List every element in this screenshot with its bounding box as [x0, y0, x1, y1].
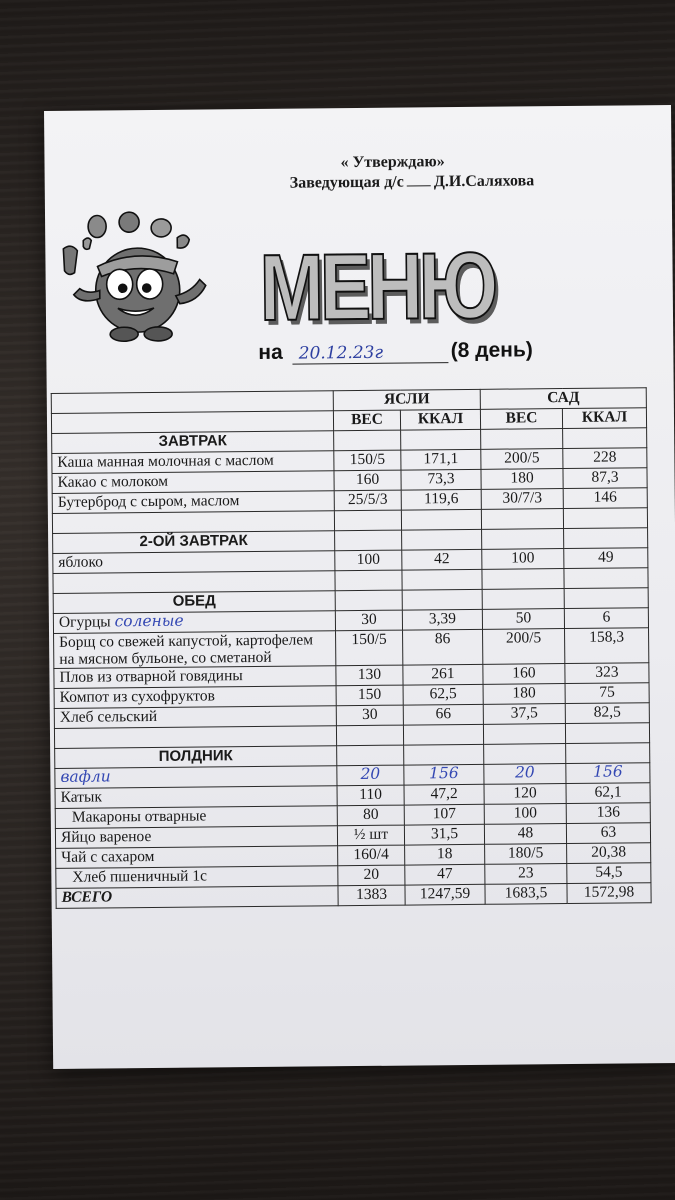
- dish-name: [52, 471, 334, 494]
- nursery-kcal: 31,5: [404, 824, 484, 845]
- kindergarten-weight: 23: [485, 864, 567, 885]
- kindergarten-weight: 100: [484, 804, 566, 825]
- kindergarten-kcal: 158,3: [565, 628, 649, 664]
- kindergarten-weight: 30/7/3: [481, 489, 563, 510]
- blank-cell: [403, 724, 483, 745]
- kindergarten-kcal: 136: [566, 803, 650, 824]
- kindergarten-kcal: 146: [563, 488, 647, 509]
- blank-cell: [335, 590, 402, 611]
- total-kindergarten-weight: 1683,5: [485, 884, 567, 905]
- header-blank-cell: [51, 391, 333, 414]
- section-title: ЗАВТРАК: [52, 431, 334, 454]
- nursery-kcal: 42: [402, 549, 482, 570]
- kindergarten-weight: 50: [482, 609, 564, 630]
- dish-name: [55, 766, 337, 789]
- dish-name: [52, 451, 334, 474]
- blank-cell: [53, 571, 335, 594]
- signature-blank: [407, 185, 431, 186]
- kindergarten-weight: 180/5: [485, 844, 567, 865]
- menu-table-body: [51, 388, 651, 909]
- manager-title: Заведующая д/с: [289, 173, 404, 192]
- blank-cell: [401, 509, 481, 530]
- menu-title: МЕНЮ: [259, 232, 495, 340]
- dish-name: [53, 551, 335, 574]
- nursery-kcal: 171,1: [401, 449, 481, 470]
- dish-name: [55, 806, 337, 829]
- blank-cell: [563, 428, 647, 449]
- nursery-kcal: 261: [403, 664, 483, 685]
- kindergarten-kcal: 82,5: [565, 703, 649, 724]
- nursery-weight: 160/4: [338, 845, 405, 866]
- date-prefix: на: [258, 340, 283, 364]
- blank-cell: [52, 511, 334, 534]
- kindergarten-weight: 120: [484, 784, 566, 805]
- blank-cell: [401, 429, 481, 450]
- nursery-weight: 20: [338, 865, 405, 886]
- nursery-weight: 160: [334, 470, 401, 491]
- dish-name-text: Каша манная молочная с маслом: [57, 451, 274, 471]
- approval-heading: « Утверждаю»: [340, 153, 445, 172]
- nursery-weight: 25/5/3: [334, 490, 401, 511]
- dish-name-text: Хлеб сельский: [59, 707, 158, 726]
- kindergarten-kcal: 87,3: [563, 468, 647, 489]
- kindergarten-kcal: 228: [563, 448, 647, 469]
- nursery-weight: 150: [336, 685, 403, 706]
- nursery-kcal: 119,6: [401, 489, 481, 510]
- blank-cell: [481, 429, 563, 450]
- nursery-kcal: 86: [403, 629, 483, 665]
- section-title: ПОЛДНИК: [55, 746, 337, 769]
- dish-name-text: Чай с сахаром: [61, 847, 155, 866]
- col-weight-nursery: ВЕС: [333, 410, 400, 431]
- kindergarten-weight: 200/5: [481, 449, 563, 470]
- dish-name: [55, 826, 337, 849]
- total-kindergarten-kcal: 1572,98: [567, 883, 651, 904]
- col-kcal-kindergarten: ККАЛ: [562, 408, 646, 429]
- total-nursery-weight: 1383: [338, 885, 405, 906]
- blank-cell: [402, 589, 482, 610]
- menu-sheet: [44, 105, 675, 1069]
- kindergarten-kcal: 323: [565, 663, 649, 684]
- nursery-weight: 150/5: [336, 630, 403, 666]
- blank-cell: [481, 509, 563, 530]
- nursery-kcal: 47,2: [404, 784, 484, 805]
- nursery-weight: 150/5: [334, 450, 401, 471]
- dish-name: [55, 786, 337, 809]
- dish-name: [56, 866, 338, 889]
- handwritten-dish-name: вафли: [60, 767, 111, 786]
- blank-cell: [404, 744, 484, 765]
- blank-cell: [402, 529, 482, 550]
- nursery-kcal: 18: [405, 844, 485, 865]
- nursery-kcal: 66: [403, 704, 483, 725]
- kindergarten-weight: 160: [483, 664, 565, 685]
- dish-name-text: Борщ со свежей капустой, картофелем на мясном бульоне, со сметаной: [59, 631, 314, 668]
- kindergarten-kcal: 63: [566, 823, 650, 844]
- dish-name-text: Хлеб пшеничный 1с: [72, 867, 208, 886]
- nursery-kcal: 62,5: [403, 684, 483, 705]
- dish-name: [54, 666, 336, 689]
- col-weight-kindergarten: ВЕС: [480, 409, 562, 430]
- blank-cell: [334, 510, 401, 531]
- menu-date-line: [258, 338, 533, 365]
- dish-name: [53, 611, 335, 634]
- blank-cell: [335, 530, 402, 551]
- blank-cell: [334, 430, 401, 451]
- kindergarten-kcal: 62,1: [566, 783, 650, 804]
- day-number: (8 день): [450, 338, 533, 363]
- manager-signature-line: [290, 172, 535, 192]
- blank-cell: [564, 588, 648, 609]
- dish-name-text: Макароны отварные: [71, 807, 207, 826]
- col-kcal-nursery: ККАЛ: [400, 409, 480, 430]
- nursery-weight: 30: [336, 705, 403, 726]
- kindergarten-weight: 20: [484, 764, 566, 785]
- handwritten-dish-name: соленые: [114, 611, 184, 631]
- kindergarten-kcal: 75: [565, 683, 649, 704]
- nursery-kcal: 3,39: [402, 609, 482, 630]
- nursery-kcal: 47: [405, 864, 485, 885]
- nursery-weight: 20: [337, 765, 404, 786]
- kindergarten-weight: 180: [483, 684, 565, 705]
- dish-name-text: Компот из сухофруктов: [59, 687, 215, 706]
- manager-name: Д.И.Саляхова: [433, 172, 535, 191]
- dish-name: [54, 631, 336, 669]
- dish-name: [52, 491, 334, 514]
- group-kindergarten-header: САД: [480, 388, 646, 410]
- kindergarten-weight: 100: [482, 549, 564, 570]
- kindergarten-kcal: 156: [566, 763, 650, 784]
- dish-name-text: Какао с молоком: [57, 472, 169, 491]
- total-label: ВСЕГО: [56, 886, 338, 909]
- nursery-weight: ½ шт: [337, 825, 404, 846]
- blank-cell: [482, 569, 564, 590]
- kindergarten-weight: 48: [484, 824, 566, 845]
- group-nursery-header: ЯСЛИ: [333, 389, 480, 410]
- dish-name-text: Бутерброд с сыром, маслом: [57, 492, 240, 511]
- blank-cell: [336, 725, 403, 746]
- nursery-weight: 130: [336, 665, 403, 686]
- kindergarten-weight: 180: [481, 469, 563, 490]
- blank-cell: [482, 589, 564, 610]
- blank-cell: [482, 529, 564, 550]
- blank-cell: [564, 568, 648, 589]
- menu-table: [51, 387, 652, 909]
- kindergarten-kcal: 20,38: [567, 843, 651, 864]
- blank-cell: [563, 508, 647, 529]
- dish-name: [56, 846, 338, 869]
- blank-cell: [565, 723, 649, 744]
- nursery-kcal: 107: [404, 804, 484, 825]
- section-title: ОБЕД: [53, 591, 335, 614]
- dish-name: [54, 686, 336, 709]
- kindergarten-weight: 37,5: [483, 704, 565, 725]
- section-title: 2-ОЙ ЗАВТРАК: [53, 531, 335, 554]
- blank-cell: [483, 724, 565, 745]
- handwritten-date: 20.12.23г: [293, 342, 449, 364]
- kindergarten-kcal: 54,5: [567, 863, 651, 884]
- blank-cell: [335, 570, 402, 591]
- dish-name-text: Яйцо вареное: [60, 828, 152, 846]
- total-nursery-kcal: 1247,59: [405, 884, 485, 905]
- blank-cell: [402, 569, 482, 590]
- blank-cell: [54, 726, 336, 749]
- dish-name-text: Плов из отварной говядины: [59, 667, 243, 686]
- menu-item-row: [54, 628, 649, 669]
- nursery-weight: 30: [335, 610, 402, 631]
- smeshariki-mascot-illustration: [49, 207, 218, 349]
- nursery-weight: 110: [337, 785, 404, 806]
- dish-name-text: Огурцы: [58, 613, 111, 631]
- nursery-kcal: 73,3: [401, 469, 481, 490]
- kindergarten-kcal: 49: [564, 548, 648, 569]
- blank-cell: [566, 743, 650, 764]
- nursery-kcal: 156: [404, 764, 484, 785]
- dish-name-text: Катык: [60, 788, 103, 806]
- blank-cell: [337, 745, 404, 766]
- kindergarten-weight: 200/5: [483, 629, 565, 665]
- dish-name: [54, 706, 336, 729]
- blank-cell: [564, 528, 648, 549]
- blank-cell: [484, 744, 566, 765]
- nursery-weight: 100: [335, 550, 402, 571]
- nursery-weight: 80: [337, 805, 404, 826]
- kindergarten-kcal: 6: [564, 608, 648, 629]
- dish-name-text: яблоко: [58, 553, 104, 571]
- header-blank-cell: [51, 411, 333, 434]
